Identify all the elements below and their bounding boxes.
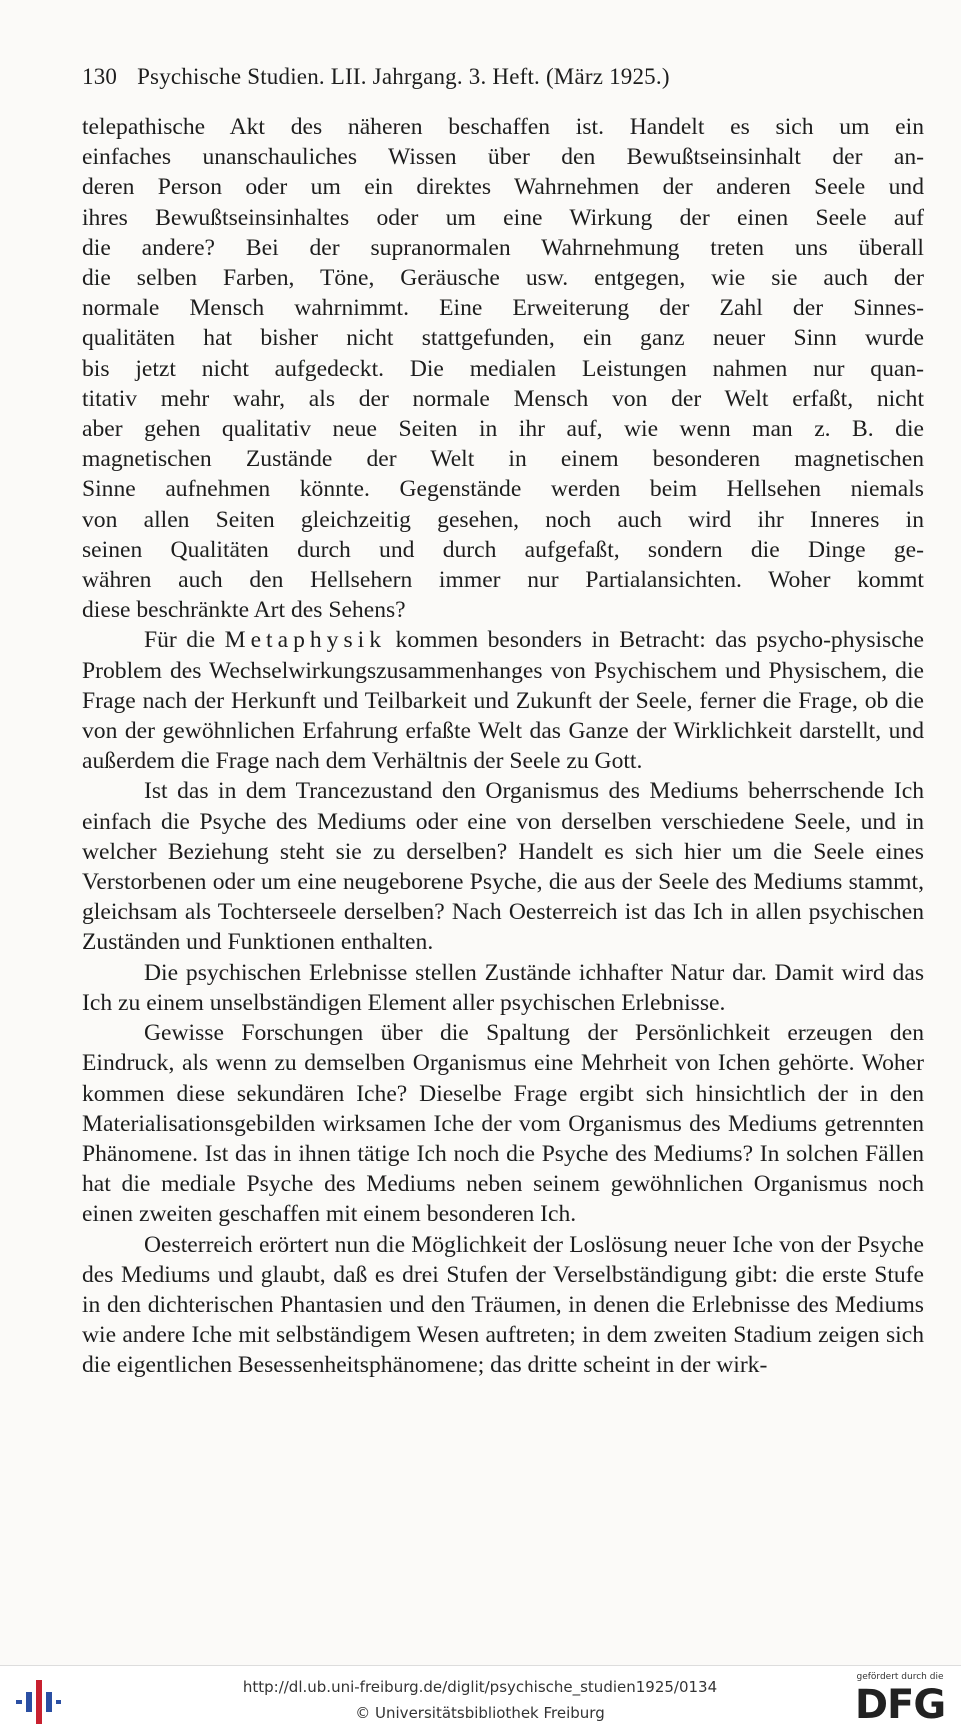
library-logo-icon xyxy=(12,1674,62,1730)
text-line: diese beschränkte Art des Sehens? xyxy=(82,597,406,624)
paragraph-3: Ist das in dem Trancezustand den Organismus des Mediums beherrschende Ich einfach die Psyche des Mediums oder eine von derselben verschiedene Seele, und in welcher Beziehung steht sie zu derselben? Handelt es sich hier um die Seele eines Verstorbenen oder um eine neugeborene Psyche, die aus der Seele des Mediums stammt, gleichsam als Tochterseele derselben? Nach Oesterreich ist das Ich in allen psychischen Zuständen und Funktionen enthalten. xyxy=(82,778,924,956)
paragraph-2 xyxy=(82,625,924,776)
text-line: deren Person oder um ein direktes Wahrnehmen der anderen Seele und xyxy=(82,174,924,201)
text-line: die selben Farben, Töne, Geräusche usw. entgegen, wie sie auch der xyxy=(82,265,924,292)
paragraph-4: Die psychischen Erlebnisse stellen Zustände ichhafter Natur dar. Damit wird das Ich zu einem unselbständigen Element aller psychischen Erlebnisse. xyxy=(82,959,924,1016)
running-title: Psychische Studien. LII. Jahrgang. 3. Heft. (März 1925.) xyxy=(137,64,670,89)
paragraph-6: Oesterreich erörtert nun die Möglichkeit der Loslösung neuer Iche von der Psyche des Mediums und glaubt, daß es drei Stufen der Verselbständigung gibt: die erste Stufe in den dichterischen Phantasien und den Träumen, in denen die Erlebnisse des Mediums wie andere Iche mit selbständigem Wesen auftreten; in dem zweiten Stadium zeigen sich die eigentlichen Besessenheitsphänomene; das dritte scheint in der wirk- xyxy=(82,1231,924,1379)
emphasized-term: Metaphysik xyxy=(224,627,387,654)
text-line: die andere? Bei der supranormalen Wahrnehmung treten uns überall xyxy=(82,234,924,261)
body-text xyxy=(82,112,924,1381)
source-link[interactable]: http://dl.ub.uni-freiburg.de/diglit/psychische_studien1925/0134 xyxy=(242,1678,718,1696)
text-line: telepathische Akt des näheren beschaffen ist. Handelt es sich um ein xyxy=(82,114,924,140)
dfg-note: gefördert durch die xyxy=(856,1672,944,1682)
dfg-badge xyxy=(848,1672,952,1730)
paragraph-1 xyxy=(82,112,924,625)
text-line: währen auch den Hellsehern immer nur Partialansichten. Woher kommt xyxy=(82,567,924,594)
text-line: magnetischen Zustände der Welt in einem besonderen magnetischen xyxy=(82,446,924,473)
page-number: 130 xyxy=(82,64,118,89)
dfg-logo: DFG xyxy=(854,1682,946,1728)
text-line: von allen Seiten gleichzeitig gesehen, noch auch wird ihr Inneres in xyxy=(82,506,924,533)
text-line: bis jetzt nicht aufgedeckt. Die medialen Leistungen nahmen nur quan- xyxy=(82,355,924,382)
paragraph-5: Gewisse Forschungen über die Spaltung der Persönlichkeit erzeugen den Eindruck, als wenn zu demselben Organismus eine Mehrheit von Ichen gehörte. Woher kommen diese sekundären Iche? Dieselbe Frage ergibt sich hinsichtlich der in den Materialisationsgebilden wirksamen Iche der vom Organismus des Mediums getrennten Phänomene. Ist das in ihnen tätige Ich noch die Psyche des Mediums? In solchen Fällen hat die mediale Psyche des Mediums neben seinem gewöhnlichen Organismus noch einen zweiten geschaffen mit einem besonderen Ich. xyxy=(82,1020,924,1228)
text-line: qualitäten hat bisher nicht stattgefunden, ein ganz neuer Sinn wurde xyxy=(82,325,924,352)
text-line: ihres Bewußtseinsinhaltes oder um eine Wirkung der einen Seele auf xyxy=(82,204,924,231)
text-line: Sinne aufnehmen könnte. Gegenstände werden beim Hellsehen niemals xyxy=(82,476,924,503)
running-header xyxy=(82,62,882,92)
text-line: seinen Qualitäten durch und durch aufgefaßt, sondern die Dinge ge- xyxy=(82,536,924,563)
footer-bar xyxy=(0,1665,961,1736)
text-line: aber gehen qualitativ neue Seiten in ihr auf, wie wenn man z. B. die xyxy=(82,416,924,443)
text-line: normale Mensch wahrnimmt. Eine Erweiterung der Zahl der Sinnes- xyxy=(82,295,924,322)
text-line: einfaches unanschauliches Wissen über den Bewußtseinsinhalt der an- xyxy=(82,144,924,171)
paragraph-2-lead: Für die xyxy=(144,627,225,654)
text-line: titativ mehr wahr, als der normale Mensch von der Welt erfaßt, nicht xyxy=(82,385,924,412)
copyright-text: © Universitätsbibliothek Freiburg xyxy=(355,1704,605,1722)
paragraph-2-rest: kommen besonders in Betracht: das psycho-physische Problem des Wechselwirkungszusammenhanges von Psychischem und Physischem, die Frage nach der Herkunft und Teilbarkeit und Zukunft der Seele, ferner die Frage, ob die von der gewöhnlichen Erfahrung erfaßte Welt das Ganze der Wirklichkeit darstellt, und außerdem die Frage nach dem Verhältnis der Seele zu Gott. xyxy=(82,627,924,775)
